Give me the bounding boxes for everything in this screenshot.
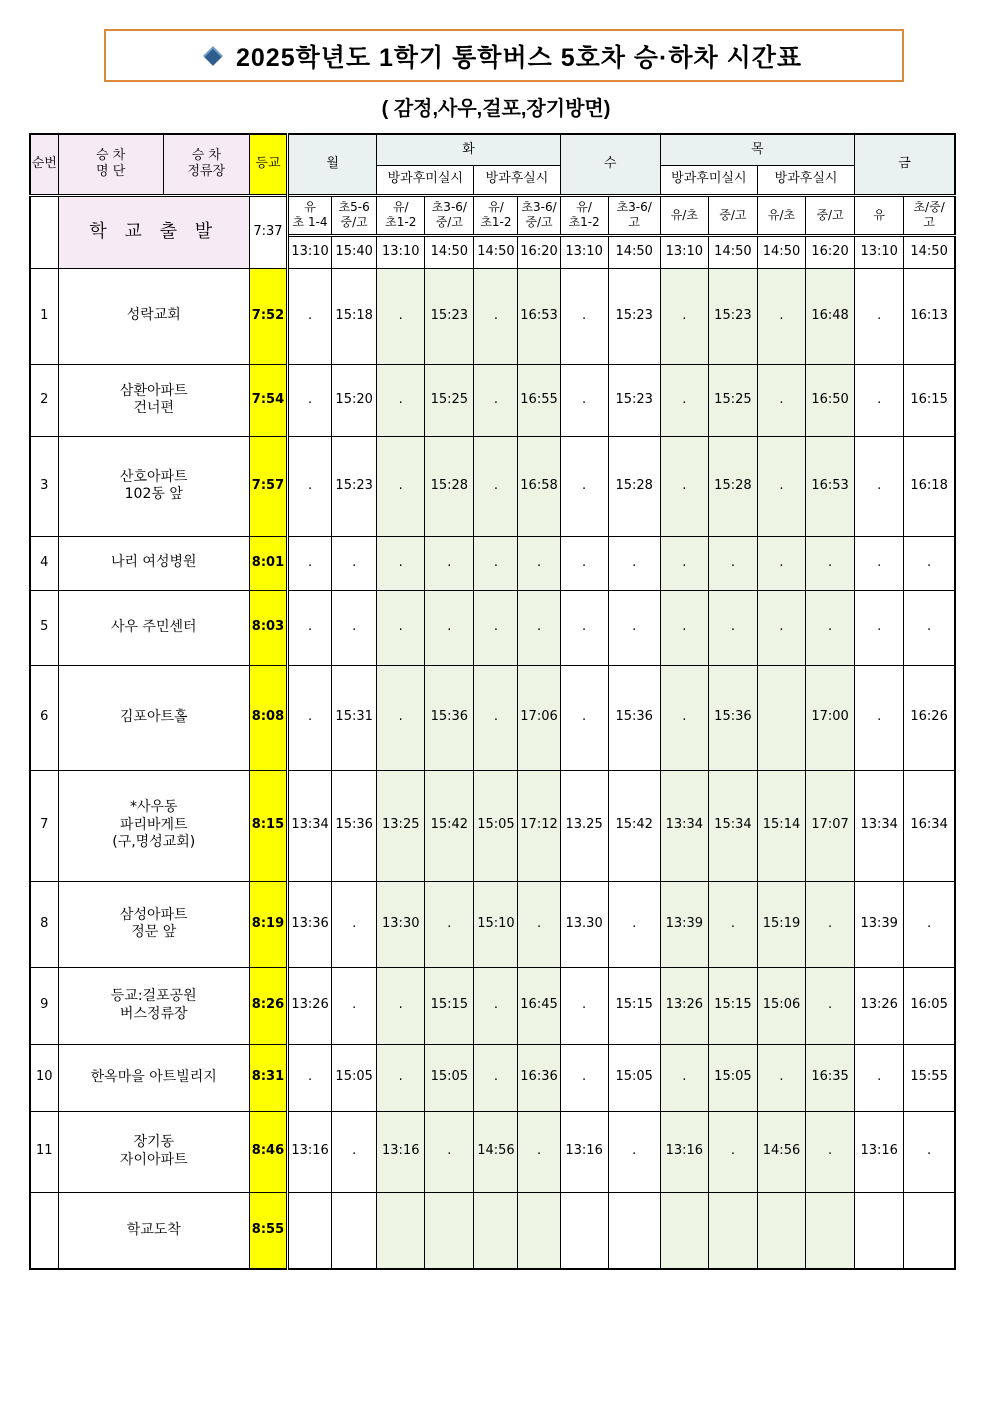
time-cell: 15:25 <box>425 364 474 436</box>
row-number: 8 <box>30 881 58 967</box>
school-time: 7:54 <box>249 364 287 436</box>
time-cell: 15:18 <box>332 268 377 364</box>
time-cell: . <box>757 536 805 590</box>
time-cell: . <box>757 364 805 436</box>
time-cell: . <box>377 1044 425 1111</box>
time-cell: . <box>757 590 805 665</box>
time-cell: . <box>855 364 904 436</box>
time-cell: 15:05 <box>708 1044 757 1111</box>
time-cell: . <box>660 536 708 590</box>
time-cell <box>757 1192 805 1269</box>
table-row <box>30 268 955 364</box>
time-cell: 15:28 <box>425 436 474 536</box>
table-row <box>30 665 955 770</box>
school-time: 8:26 <box>249 967 287 1044</box>
depart-time: 13:10 <box>377 235 425 268</box>
time-cell: . <box>904 536 955 590</box>
group-label: 유/ 초1-2 <box>560 195 608 235</box>
header-tue-afterschool: 방과후실시 <box>474 165 560 195</box>
time-cell: . <box>518 536 560 590</box>
time-cell: 17:07 <box>806 770 855 881</box>
time-cell: . <box>660 364 708 436</box>
time-cell: . <box>608 881 660 967</box>
depart-time: 15:40 <box>332 235 377 268</box>
time-cell: 15:36 <box>708 665 757 770</box>
row-number: 4 <box>30 536 58 590</box>
time-cell <box>608 1192 660 1269</box>
time-cell: . <box>288 436 332 536</box>
school-time: 8:55 <box>249 1192 287 1269</box>
time-cell: . <box>288 590 332 665</box>
time-cell: . <box>660 590 708 665</box>
table-row <box>30 536 955 590</box>
time-cell: 13:16 <box>660 1111 708 1192</box>
time-cell: . <box>708 1111 757 1192</box>
time-cell: 15:28 <box>608 436 660 536</box>
time-cell: . <box>806 590 855 665</box>
time-cell: . <box>855 436 904 536</box>
time-cell: 16:26 <box>904 665 955 770</box>
time-cell: . <box>332 967 377 1044</box>
time-cell: . <box>377 590 425 665</box>
time-cell: . <box>332 881 377 967</box>
depart-time: 14:50 <box>904 235 955 268</box>
time-cell: . <box>560 436 608 536</box>
time-cell: 15:19 <box>757 881 805 967</box>
time-cell: 13:26 <box>660 967 708 1044</box>
time-cell: 15:25 <box>708 364 757 436</box>
time-cell: . <box>560 364 608 436</box>
school-time: 7:52 <box>249 268 287 364</box>
time-cell: 16:50 <box>806 364 855 436</box>
time-cell: . <box>332 590 377 665</box>
time-cell: 16:34 <box>904 770 955 881</box>
time-cell: . <box>708 536 757 590</box>
school-time: 8:31 <box>249 1044 287 1111</box>
time-cell: . <box>708 881 757 967</box>
stop-name: 산호아파트 102동 앞 <box>58 436 249 536</box>
time-cell <box>806 1192 855 1269</box>
table-row <box>30 881 955 967</box>
time-cell: . <box>377 436 425 536</box>
row-number <box>30 1192 58 1269</box>
row-number: 3 <box>30 436 58 536</box>
time-cell: . <box>518 1111 560 1192</box>
time-cell: . <box>560 665 608 770</box>
time-cell: 13:16 <box>288 1111 332 1192</box>
time-cell: . <box>660 268 708 364</box>
time-cell: 15:23 <box>608 364 660 436</box>
time-cell: 15:15 <box>608 967 660 1044</box>
time-cell: 13:16 <box>377 1111 425 1192</box>
time-cell: 13:34 <box>855 770 904 881</box>
time-cell: 16:05 <box>904 967 955 1044</box>
time-cell: . <box>904 1111 955 1192</box>
time-cell: . <box>560 1044 608 1111</box>
time-cell: 13:16 <box>855 1111 904 1192</box>
header-fri: 금 <box>855 134 955 195</box>
page-subtitle: ( 감정,사우,걸포,장기방면) <box>381 98 611 120</box>
time-cell: . <box>560 967 608 1044</box>
time-cell: 16:53 <box>518 268 560 364</box>
time-cell: . <box>608 536 660 590</box>
blank-cell <box>30 195 58 268</box>
group-label: 유/ 초1-2 <box>474 195 518 235</box>
time-cell: 16:48 <box>806 268 855 364</box>
time-cell <box>377 1192 425 1269</box>
time-cell: . <box>806 967 855 1044</box>
page-title: 2025학년도 1학기 통학버스 5호차 승·하차 시간표 <box>235 43 803 72</box>
stop-name: 삼성아파트 정문 앞 <box>58 881 249 967</box>
table-row <box>30 364 955 436</box>
time-cell: . <box>660 436 708 536</box>
time-cell: 15:23 <box>608 268 660 364</box>
time-cell: . <box>904 881 955 967</box>
time-cell: . <box>855 1044 904 1111</box>
row-number: 2 <box>30 364 58 436</box>
header-mon: 월 <box>288 134 377 195</box>
stop-name: 학교도착 <box>58 1192 249 1269</box>
time-cell: . <box>757 268 805 364</box>
group-label: 초/중/ 고 <box>904 195 955 235</box>
stop-name: 삼환아파트 건너편 <box>58 364 249 436</box>
time-cell: 16:18 <box>904 436 955 536</box>
time-cell: . <box>288 665 332 770</box>
depart-time: 16:20 <box>518 235 560 268</box>
row-number: 5 <box>30 590 58 665</box>
time-cell: 15:15 <box>425 967 474 1044</box>
depart-time: 14:50 <box>474 235 518 268</box>
time-cell: . <box>474 590 518 665</box>
time-cell: . <box>757 436 805 536</box>
time-cell: 15:55 <box>904 1044 955 1111</box>
school-time: 8:08 <box>249 665 287 770</box>
time-cell: . <box>855 590 904 665</box>
time-cell: 16:45 <box>518 967 560 1044</box>
stop-name: 장기동 자이아파트 <box>58 1111 249 1192</box>
time-cell: 13:30 <box>377 881 425 967</box>
time-cell: . <box>608 1111 660 1192</box>
depart-time: 16:20 <box>806 235 855 268</box>
time-cell: . <box>757 1044 805 1111</box>
time-cell <box>855 1192 904 1269</box>
stop-name: 사우 주민센터 <box>58 590 249 665</box>
depart-time: 13:10 <box>855 235 904 268</box>
time-cell: 13.25 <box>560 770 608 881</box>
time-cell: 15:31 <box>332 665 377 770</box>
time-cell <box>474 1192 518 1269</box>
time-cell: 15:23 <box>708 268 757 364</box>
time-cell: 17:06 <box>518 665 560 770</box>
table-row <box>30 770 955 881</box>
time-cell: . <box>474 436 518 536</box>
group-label: 유/초 <box>757 195 805 235</box>
time-cell: 16:55 <box>518 364 560 436</box>
time-cell <box>757 665 805 770</box>
time-cell: . <box>377 967 425 1044</box>
time-cell <box>332 1192 377 1269</box>
group-label: 초3-6/ 고 <box>608 195 660 235</box>
time-cell: 13:39 <box>660 881 708 967</box>
table-row <box>30 1192 955 1269</box>
stop-name: 성락교회 <box>58 268 249 364</box>
time-cell: . <box>425 536 474 590</box>
time-cell: 13:34 <box>288 770 332 881</box>
time-cell: . <box>904 590 955 665</box>
time-cell: 16:58 <box>518 436 560 536</box>
header-school: 등교 <box>249 134 287 195</box>
school-time: 8:01 <box>249 536 287 590</box>
time-cell: 13:36 <box>288 881 332 967</box>
table-row <box>30 1111 955 1192</box>
time-cell: . <box>560 590 608 665</box>
time-cell: 15:36 <box>425 665 474 770</box>
time-cell: . <box>288 364 332 436</box>
time-cell: . <box>377 268 425 364</box>
time-cell: . <box>855 665 904 770</box>
time-cell: . <box>425 1111 474 1192</box>
time-cell: . <box>806 881 855 967</box>
time-cell: . <box>474 268 518 364</box>
header-stop: 승 차 정류장 <box>163 134 249 195</box>
time-cell: 15:36 <box>332 770 377 881</box>
table-row <box>30 590 955 665</box>
time-cell: 17:12 <box>518 770 560 881</box>
depart-time: 13:10 <box>660 235 708 268</box>
depart-time: 14:50 <box>708 235 757 268</box>
header-thu: 목 <box>660 134 854 165</box>
group-label: 유 초 1-4 <box>288 195 332 235</box>
school-departure-label: 학 교 출 발 <box>58 195 249 268</box>
time-cell: 17:00 <box>806 665 855 770</box>
time-cell: . <box>332 536 377 590</box>
time-cell <box>518 1192 560 1269</box>
row-number: 10 <box>30 1044 58 1111</box>
school-time: 8:46 <box>249 1111 287 1192</box>
depart-time: 14:50 <box>425 235 474 268</box>
row-number: 6 <box>30 665 58 770</box>
school-time: 7:57 <box>249 436 287 536</box>
header-name: 승 차 명 단 <box>58 134 163 195</box>
header-tue: 화 <box>377 134 560 165</box>
time-cell: . <box>518 590 560 665</box>
time-cell: . <box>660 1044 708 1111</box>
time-cell: . <box>560 536 608 590</box>
time-cell: 15:06 <box>757 967 805 1044</box>
time-cell: 15:28 <box>708 436 757 536</box>
header-wed: 수 <box>560 134 660 195</box>
time-cell <box>288 1192 332 1269</box>
time-cell: . <box>608 590 660 665</box>
time-cell: . <box>474 665 518 770</box>
time-cell: . <box>288 268 332 364</box>
time-cell: 16:53 <box>806 436 855 536</box>
time-cell: . <box>806 1111 855 1192</box>
time-cell: 15:10 <box>474 881 518 967</box>
time-cell: . <box>377 364 425 436</box>
time-cell: 15:05 <box>425 1044 474 1111</box>
time-cell: 13:25 <box>377 770 425 881</box>
time-cell: . <box>660 665 708 770</box>
time-cell: 13:26 <box>855 967 904 1044</box>
time-cell: . <box>288 536 332 590</box>
time-cell <box>708 1192 757 1269</box>
time-cell: 14:56 <box>474 1111 518 1192</box>
time-cell <box>904 1192 955 1269</box>
time-cell: . <box>806 536 855 590</box>
time-cell: . <box>518 881 560 967</box>
time-cell: . <box>288 1044 332 1111</box>
header-tue-no-afterschool: 방과후미실시 <box>377 165 474 195</box>
group-label: 중/고 <box>806 195 855 235</box>
header-thu-no-afterschool: 방과후미실시 <box>660 165 757 195</box>
time-cell <box>425 1192 474 1269</box>
depart-time: 14:50 <box>757 235 805 268</box>
diamond-icon <box>203 46 223 66</box>
time-cell: 13:26 <box>288 967 332 1044</box>
school-time: 8:15 <box>249 770 287 881</box>
time-cell: . <box>474 967 518 1044</box>
time-cell: 13:34 <box>660 770 708 881</box>
time-cell: . <box>377 665 425 770</box>
row-number: 7 <box>30 770 58 881</box>
time-cell <box>560 1192 608 1269</box>
header-no: 순번 <box>30 134 58 195</box>
time-cell: 16:36 <box>518 1044 560 1111</box>
table-row <box>30 967 955 1044</box>
time-cell: 15:34 <box>708 770 757 881</box>
row-number: 11 <box>30 1111 58 1192</box>
stop-name: 한옥마을 아트빌리지 <box>58 1044 249 1111</box>
group-label: 초5-6 중/고 <box>332 195 377 235</box>
school-time: 8:19 <box>249 881 287 967</box>
time-cell: 15:23 <box>332 436 377 536</box>
time-cell <box>660 1192 708 1269</box>
time-cell: . <box>708 590 757 665</box>
title-box <box>104 29 904 82</box>
time-cell: . <box>377 536 425 590</box>
time-cell: 15:20 <box>332 364 377 436</box>
row-number: 1 <box>30 268 58 364</box>
time-cell: 15:23 <box>425 268 474 364</box>
time-cell: 15:05 <box>332 1044 377 1111</box>
time-cell: 15:42 <box>608 770 660 881</box>
row-number: 9 <box>30 967 58 1044</box>
stop-name: 김포아트홀 <box>58 665 249 770</box>
time-cell: 15:14 <box>757 770 805 881</box>
time-cell: . <box>425 881 474 967</box>
stop-name: 등교:걸포공원 버스정류장 <box>58 967 249 1044</box>
group-label: 중/고 <box>708 195 757 235</box>
time-cell: 15:42 <box>425 770 474 881</box>
depart-time: 13:10 <box>288 235 332 268</box>
depart-time: 13:10 <box>560 235 608 268</box>
school-time: 8:03 <box>249 590 287 665</box>
time-cell: 15:05 <box>608 1044 660 1111</box>
school-departure-time: 7:37 <box>249 195 287 268</box>
time-cell: . <box>332 1111 377 1192</box>
time-cell: 13:39 <box>855 881 904 967</box>
stop-name: 나리 여성병원 <box>58 536 249 590</box>
time-cell: . <box>474 1044 518 1111</box>
time-cell: . <box>474 536 518 590</box>
time-cell: 15:05 <box>474 770 518 881</box>
time-cell: 14:56 <box>757 1111 805 1192</box>
time-cell: . <box>425 590 474 665</box>
group-label: 초3-6/ 중/고 <box>425 195 474 235</box>
time-cell: 16:15 <box>904 364 955 436</box>
time-cell: 13.30 <box>560 881 608 967</box>
time-cell: . <box>855 536 904 590</box>
time-cell: 13:16 <box>560 1111 608 1192</box>
group-label: 유 <box>855 195 904 235</box>
header-thu-afterschool: 방과후실시 <box>757 165 854 195</box>
time-cell: . <box>474 364 518 436</box>
group-label: 유/초 <box>660 195 708 235</box>
group-label: 초3-6/ 중/고 <box>518 195 560 235</box>
time-cell: 15:15 <box>708 967 757 1044</box>
time-cell: . <box>560 268 608 364</box>
table-row <box>30 1044 955 1111</box>
time-cell: 16:35 <box>806 1044 855 1111</box>
table-row <box>30 436 955 536</box>
stop-name: *사우동 파리바게트 (구,명성교회) <box>58 770 249 881</box>
group-label: 유/ 초1-2 <box>377 195 425 235</box>
time-cell: 16:13 <box>904 268 955 364</box>
time-cell: . <box>855 268 904 364</box>
timetable <box>29 133 956 1270</box>
depart-time: 14:50 <box>608 235 660 268</box>
time-cell: 15:36 <box>608 665 660 770</box>
